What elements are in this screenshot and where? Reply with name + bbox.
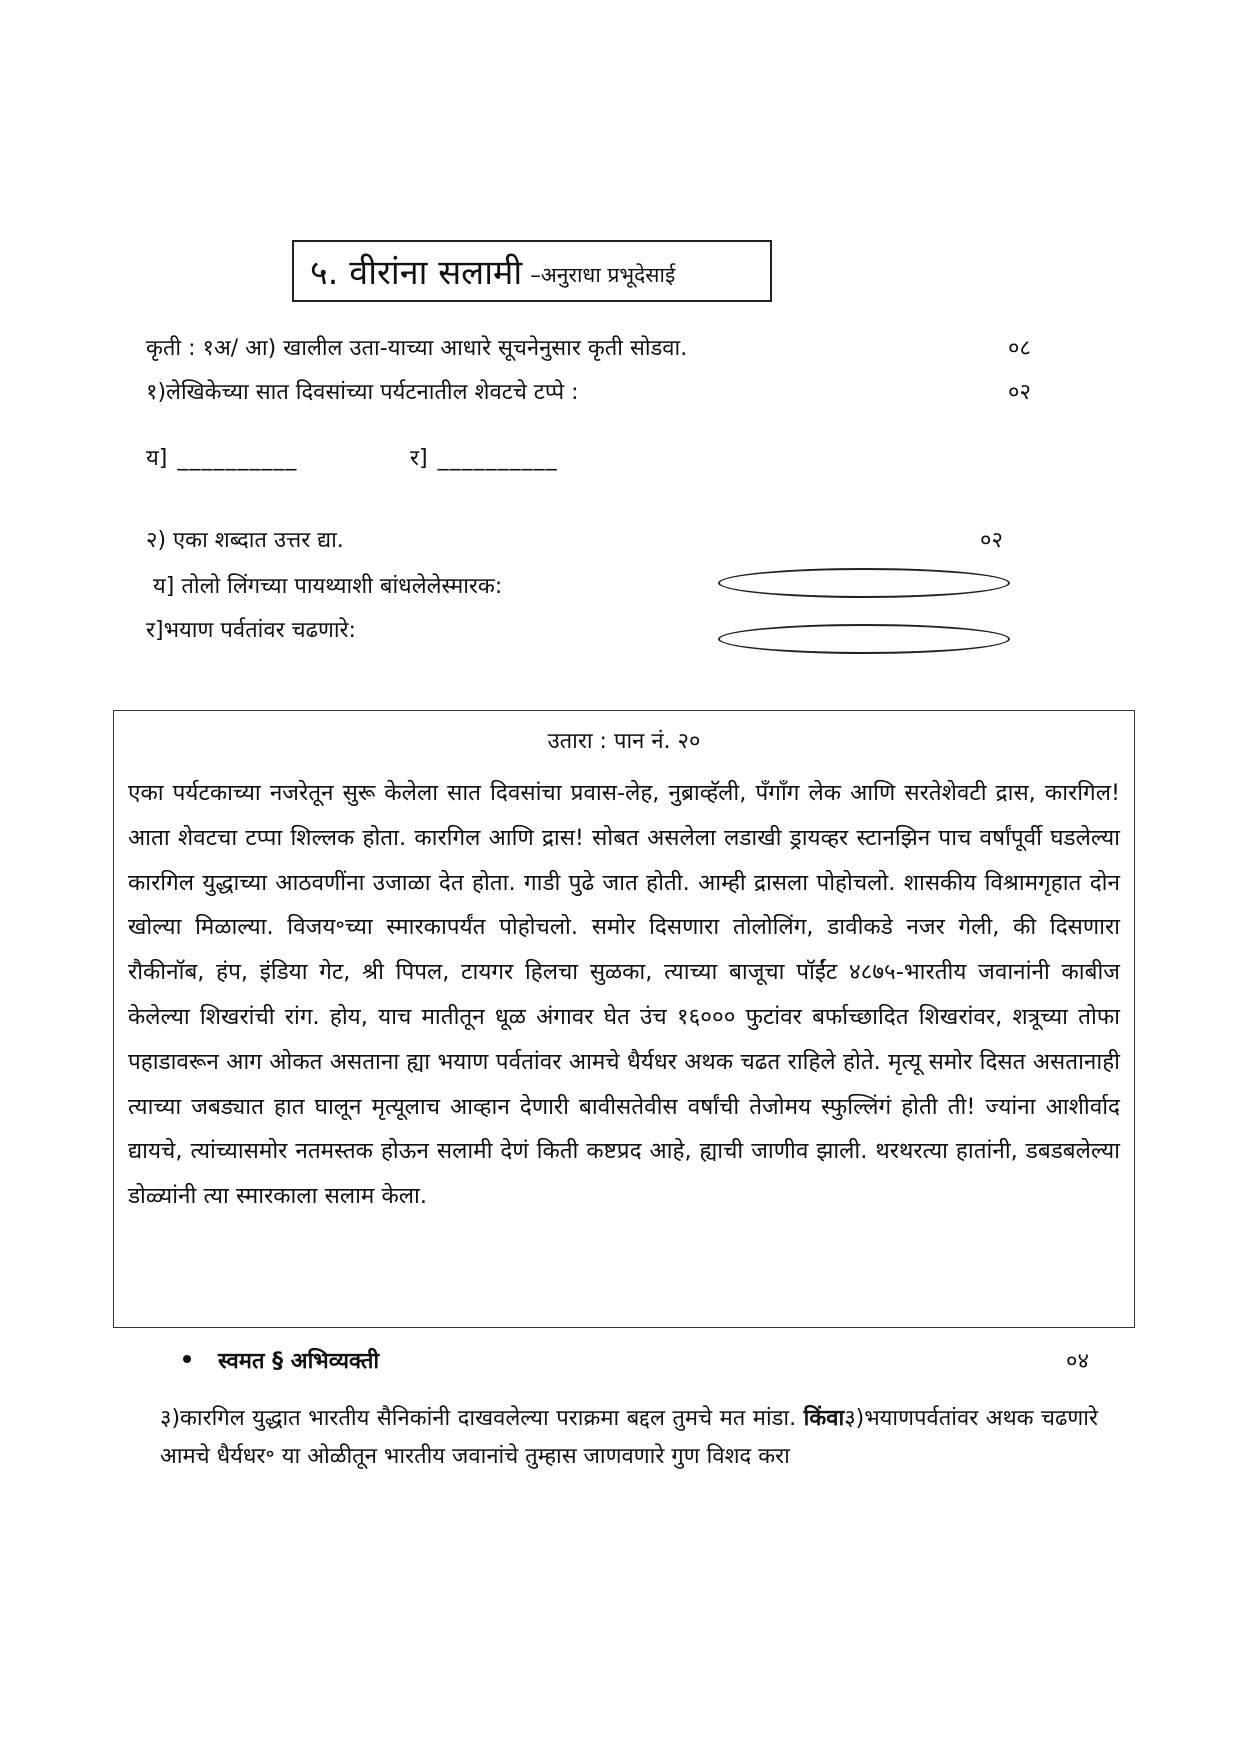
answer-blank-a-label: य] bbox=[146, 446, 168, 471]
opinion-marks: ०४ bbox=[1066, 1349, 1089, 1374]
or-label: किंवा bbox=[803, 1406, 845, 1431]
question-1: १)लेखिकेच्या सात दिवसांच्या पर्यटनातील शेवटचे टप्पे : bbox=[146, 380, 579, 405]
opinion-heading: स्वमत § अभिव्यक्ती bbox=[218, 1349, 380, 1374]
answer-blank-b-line: __________ bbox=[437, 446, 558, 471]
question-1-marks: ०२ bbox=[1008, 380, 1031, 405]
answer-blank-a bbox=[146, 442, 297, 472]
question-2-marks: ०२ bbox=[980, 528, 1003, 553]
answer-blank-b bbox=[410, 442, 558, 472]
answer-oval-b bbox=[718, 624, 1010, 654]
answer-blank-b-label: र] bbox=[410, 446, 428, 471]
question-2: २) एका शब्दात उत्तर द्या. bbox=[146, 528, 344, 553]
task-heading: कृती : १अ/ आ) खालील उता-याच्या आधारे सूचनेनुसार कृती सोडवा. bbox=[146, 336, 688, 361]
question-3-text: ३)कारगिल युद्धात भारतीय सैनिकांनी दाखवलेल्या पराक्रमा बद्दल तुमचे मत मांडा. bbox=[160, 1406, 797, 1431]
chapter-author: –अनुराधा प्रभूदेसाई bbox=[530, 263, 676, 287]
question-3 bbox=[160, 1400, 1098, 1476]
task-marks: ०८ bbox=[1008, 336, 1031, 361]
question-3-alternate: ३)भयाणपर्वतांवर अथक चढणारे आमचे धैर्यधर॰ या ओळीतून भारतीय जवानांचे तुम्हास जाणवणारे गुण विशद करा bbox=[160, 1406, 1099, 1469]
chapter-title: ५. वीरांना सलामी bbox=[310, 253, 523, 293]
passage-heading: उतारा : पान नं. २० bbox=[547, 729, 701, 754]
answer-oval-a bbox=[718, 568, 1010, 598]
answer-blank-a-line: __________ bbox=[177, 446, 298, 471]
question-2-item-b: र]भयाण पर्वतांवर चढणारे: bbox=[146, 618, 356, 643]
question-2-item-a: य] तोलो लिंगच्या पायथ्याशी बांधलेलेस्मारक: bbox=[153, 574, 503, 599]
chapter-title-box bbox=[292, 240, 772, 302]
passage-box bbox=[113, 710, 1135, 1328]
passage-text: एका पर्यटकाच्या नजरेतून सुरू केलेला सात दिवसांचा प्रवास-लेह, नुब्राव्हॅली, पँगाँग लेक आणि सरतेशेवटी द्रास, कारगिल! आता शेवटचा टप्पा शिल्लक होता. कारगिल आणि द्रास! सोबत असलेला लडाखी ड्रायव्हर स्टानझिन पाच वर्षांपूर्वी घडलेल्या कारगिल युद्धाच्या आठवणींना उजाळा देत होता. गाडी पुढे जात होती. आम्ही द्रासला पोहोचलो. शासकीय विश्रामगृहात दोन खोल्या मिळाल्या. विजय॰च्या स्मारकापर्यंत पोहोचलो. समोर दिसणारा तोलोलिंग, डावीकडे नजर गेली, की दिसणारा रौकीनॉब, हंप, इंडिया गेट, श्री पिपल, टायगर हिलचा सुळका, त्याच्या बाजूचा पॉईंट ४८७५-भारतीय जवानांनी काबीज केलेल्या शिखरांची रांग. होय, याच मातीतून धूळ अंगावर घेत उंच १६००० फुटांवर बर्फाच्छादित शिखरांवर, शत्रूच्या तोफा पहाडावरून आग ओकत असताना ह्या भयाण पर्वतांवर आमचे धैर्यधर अथक चढत राहिले होते. मृत्यू समोर दिसत असतानाही त्याच्या जबड्यात हात घालून मृत्यूलाच आव्हान देणारी बावीसतेवीस वर्षांची तेजोमय स्फुल्लिंगं होती ती! ज्यांना आशीर्वाद द्यायचे, त्यांच्यासमोर नतमस्तक होऊन सलामी देणं किती कष्टप्रद आहे, ह्याची जाणीव झाली. थरथरत्या हातांनी, डबडबलेल्या डोळ्यांनी त्या स्मारकाला सलाम केला. bbox=[128, 780, 1120, 1210]
bullet-icon bbox=[183, 1355, 191, 1363]
